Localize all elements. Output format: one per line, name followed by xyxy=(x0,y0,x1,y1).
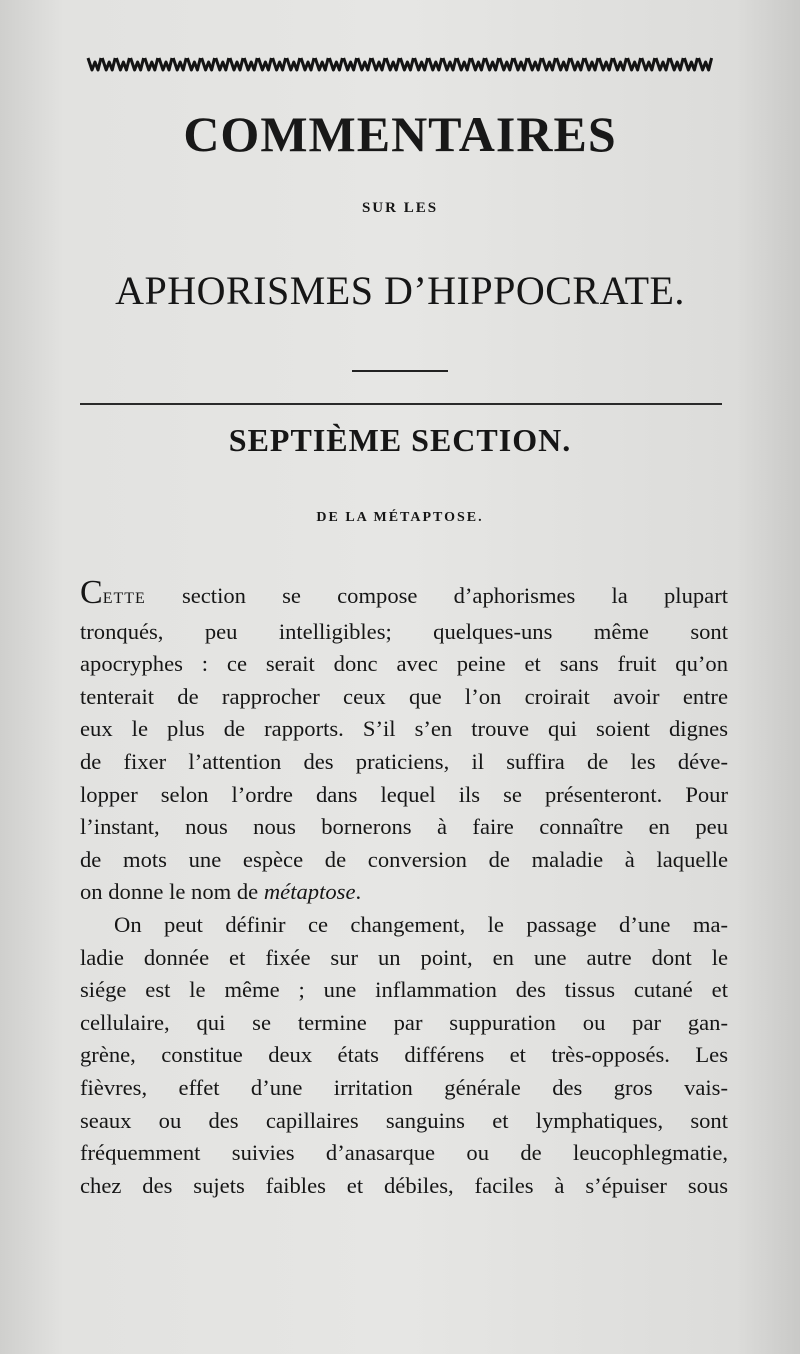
ornament-glyph xyxy=(514,58,527,70)
ornament-glyph xyxy=(471,58,484,70)
ornament-glyph xyxy=(486,58,499,70)
paragraph-line xyxy=(80,574,728,616)
drop-cap: C xyxy=(80,574,103,611)
page-title: COMMENTAIRES xyxy=(183,106,617,162)
ornament-glyph xyxy=(571,58,584,70)
short-divider xyxy=(352,370,448,372)
paragraph-line xyxy=(80,876,728,909)
small-caps-word: ETTE xyxy=(102,590,146,607)
ornament-glyph xyxy=(273,58,286,70)
paragraph-line: siége est le même ; une inflammation des tissus cutané et xyxy=(80,977,728,1003)
ornament-glyph xyxy=(656,58,669,70)
ornament-glyph xyxy=(628,58,641,70)
ornament-glyph xyxy=(102,58,115,70)
ornament-glyph xyxy=(415,58,428,70)
ornament-glyph xyxy=(258,58,271,70)
paragraph-line: ladie donnée et fixée sur un point, en une autre dont le xyxy=(80,944,728,970)
ornament-glyph xyxy=(216,58,229,70)
ornament-glyph xyxy=(88,58,101,70)
ornament-glyph xyxy=(542,58,555,70)
line-text: section se compose d’aphorismes la plupart xyxy=(145,583,728,608)
paragraph-line: chez des sujets faibles et débiles, faciles à s’épuiser sous xyxy=(80,1172,728,1198)
ornament-glyph xyxy=(131,58,144,70)
ornament-glyph xyxy=(145,58,158,70)
paragraph-line: tenterait de rapprocher ceux que l’on croirait avoir entre xyxy=(80,683,728,709)
paragraph-line: cellulaire, qui se termine par suppuration ou par gan- xyxy=(80,1009,728,1035)
paragraph-line: lopper selon l’ordre dans lequel ils se présenteront. Pour xyxy=(80,781,728,807)
decorative-border-ornament xyxy=(86,50,718,76)
ornament-glyph xyxy=(116,58,129,70)
ornament-glyph xyxy=(329,58,342,70)
paragraph-line: grène, constitue deux états différens et très-opposés. Les xyxy=(80,1042,728,1068)
section-heading: SEPTIÈME SECTION. xyxy=(228,422,572,458)
ornament-glyph xyxy=(244,58,257,70)
ornament-glyph xyxy=(230,58,243,70)
work-title: APHORISMES D’HIPPOCRATE. xyxy=(115,268,685,313)
paragraph-line: eux le plus de rapports. S’il s’en trouve qui soient dignes xyxy=(80,716,728,742)
ornament-glyph xyxy=(684,58,697,70)
paragraph-line: tronqués, peu intelligibles; quelques-uns même sont xyxy=(80,618,728,644)
ornament-glyph xyxy=(429,58,442,70)
paragraph-line: On peut définir ce changement, le passage d’une ma- xyxy=(114,911,728,937)
ornament-glyph xyxy=(557,58,570,70)
ornament-glyph xyxy=(642,58,655,70)
paragraph-line: de mots une espèce de conversion de maladie à laquelle xyxy=(80,846,728,872)
ornament-glyph xyxy=(287,58,300,70)
paragraph-line: fréquemment suivies d’anasarque ou de leucophlegmatie, xyxy=(80,1140,728,1166)
ornament-glyph xyxy=(159,58,172,70)
ornament-glyph xyxy=(528,58,541,70)
ornament-glyph xyxy=(202,58,215,70)
paragraph-line: de fixer l’attention des praticiens, il suffira de les déve- xyxy=(80,748,728,774)
line-text: . xyxy=(355,879,362,905)
italic-term: métaptose xyxy=(263,879,356,905)
ornament-glyph xyxy=(315,58,328,70)
ornament-glyph xyxy=(599,58,612,70)
ornament-glyph xyxy=(585,58,598,70)
body-text xyxy=(80,574,728,1202)
paragraph-line: l’instant, nous nous bornerons à faire connaître en peu xyxy=(80,814,728,840)
section-divider xyxy=(80,403,722,405)
ornament-glyph xyxy=(400,58,413,70)
ornament-glyph xyxy=(443,58,456,70)
paragraph-line: apocryphes : ce serait donc avec peine et sans fruit qu’on xyxy=(80,651,728,677)
title-connector: SUR LES xyxy=(361,200,439,216)
paragraph-line: seaux ou des capillaires sanguins et lymphatiques, sont xyxy=(80,1107,728,1133)
line-text: on donne le nom de xyxy=(80,879,264,905)
ornament-glyph xyxy=(670,58,683,70)
ornament-glyph xyxy=(372,58,385,70)
ornament-glyph xyxy=(187,58,200,70)
ornament-glyph xyxy=(457,58,470,70)
ornament-glyph xyxy=(173,58,186,70)
ornament-glyph xyxy=(344,58,357,70)
paragraph-line: fièvres, effet d’une irritation générale des gros vais- xyxy=(80,1074,728,1100)
ornament-glyph xyxy=(699,58,712,70)
ornament-glyph xyxy=(301,58,314,70)
ornament-glyph xyxy=(500,58,513,70)
section-subheading: DE LA MÉTAPTOSE. xyxy=(316,510,484,525)
ornament-glyph xyxy=(613,58,626,70)
ornament-glyph xyxy=(358,58,371,70)
ornament-glyph xyxy=(386,58,399,70)
